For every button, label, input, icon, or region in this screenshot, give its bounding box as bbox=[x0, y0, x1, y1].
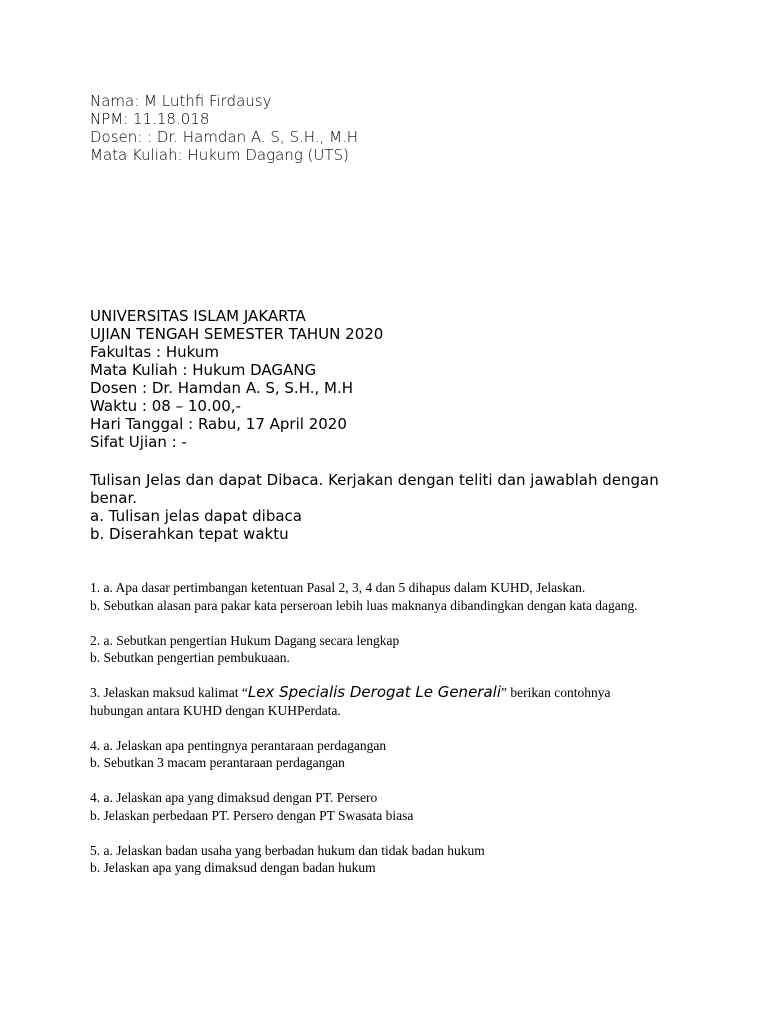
question-4 bbox=[90, 737, 650, 772]
question-3-pre: 3. Jelaskan maksud kalimat “ bbox=[90, 685, 248, 700]
question-4b: b. Sebutkan 3 macam perantaraan perdagangan bbox=[90, 755, 345, 770]
instructions bbox=[90, 471, 710, 543]
question-4-persero-a: 4. a. Jelaskan apa yang dimaksud dengan PT. Persero bbox=[90, 790, 378, 805]
lecturer: Dosen : Dr. Hamdan A. S, S.H., M.H bbox=[90, 379, 354, 397]
student-npm: NPM: 11.18.018 bbox=[90, 110, 210, 128]
student-info bbox=[90, 92, 358, 164]
exam-title: UJIAN TENGAH SEMESTER TAHUN 2020 bbox=[90, 325, 384, 343]
question-4-persero bbox=[90, 789, 650, 824]
question-5 bbox=[90, 842, 650, 877]
instructions-intro: Tulisan Jelas dan dapat Dibaca. Kerjakan dengan teliti dan jawablah dengan benar. bbox=[90, 471, 659, 507]
question-4a: 4. a. Jelaskan apa pentingnya perantaraan perdagangan bbox=[90, 737, 387, 753]
student-name: Nama: M Luthfi Firdausy bbox=[90, 92, 272, 110]
university-name: UNIVERSITAS ISLAM JAKARTA bbox=[90, 307, 306, 325]
faculty: Fakultas : Hukum bbox=[90, 343, 219, 361]
question-5b: b. Jelaskan apa yang dimaksud dengan badan hukum bbox=[90, 860, 376, 875]
question-2b: b. Sebutkan pengertian pembukuaan. bbox=[90, 650, 290, 665]
instruction-b: b. Diserahkan tepat waktu bbox=[90, 525, 289, 543]
question-4-persero-b: b. Jelaskan perbedaan PT. Persero dengan PT Swasata biasa bbox=[90, 807, 414, 823]
question-3-post: ” berikan contohnya hubungan antara KUHD dengan KUHPerdata. bbox=[90, 685, 611, 718]
exam-type: Sifat Ujian : - bbox=[90, 433, 187, 451]
question-1b: b. Sebutkan alasan para pakar kata perseroan lebih luas maknanya dibandingkan dengan kata dagang. bbox=[90, 597, 638, 613]
question-2 bbox=[90, 632, 650, 667]
course: Mata Kuliah : Hukum DAGANG bbox=[90, 361, 317, 379]
instruction-a: a. Tulisan jelas dapat dibaca bbox=[90, 507, 302, 525]
question-3-term: Lex Specialis Derogat Le Generali bbox=[247, 683, 501, 701]
exam-date: Hari Tanggal : Rabu, 17 April 2020 bbox=[90, 415, 347, 433]
question-list bbox=[90, 579, 650, 894]
question-3 bbox=[90, 684, 650, 719]
student-course: Mata Kuliah: Hukum Dagang (UTS) bbox=[90, 146, 349, 164]
student-lecturer: Dosen: : Dr. Hamdan A. S, S.H., M.H bbox=[90, 128, 359, 146]
question-1 bbox=[90, 579, 650, 614]
question-5a: 5. a. Jelaskan badan usaha yang berbadan hukum dan tidak badan hukum bbox=[90, 842, 485, 858]
question-1a: 1. a. Apa dasar pertimbangan ketentuan Pasal 2, 3, 4 dan 5 dihapus dalam KUHD, Jelaskan. bbox=[90, 580, 586, 595]
exam-time: Waktu : 08 – 10.00,- bbox=[90, 397, 241, 415]
question-2a: 2. a. Sebutkan pengertian Hukum Dagang secara lengkap bbox=[90, 632, 400, 648]
exam-header bbox=[90, 307, 383, 451]
